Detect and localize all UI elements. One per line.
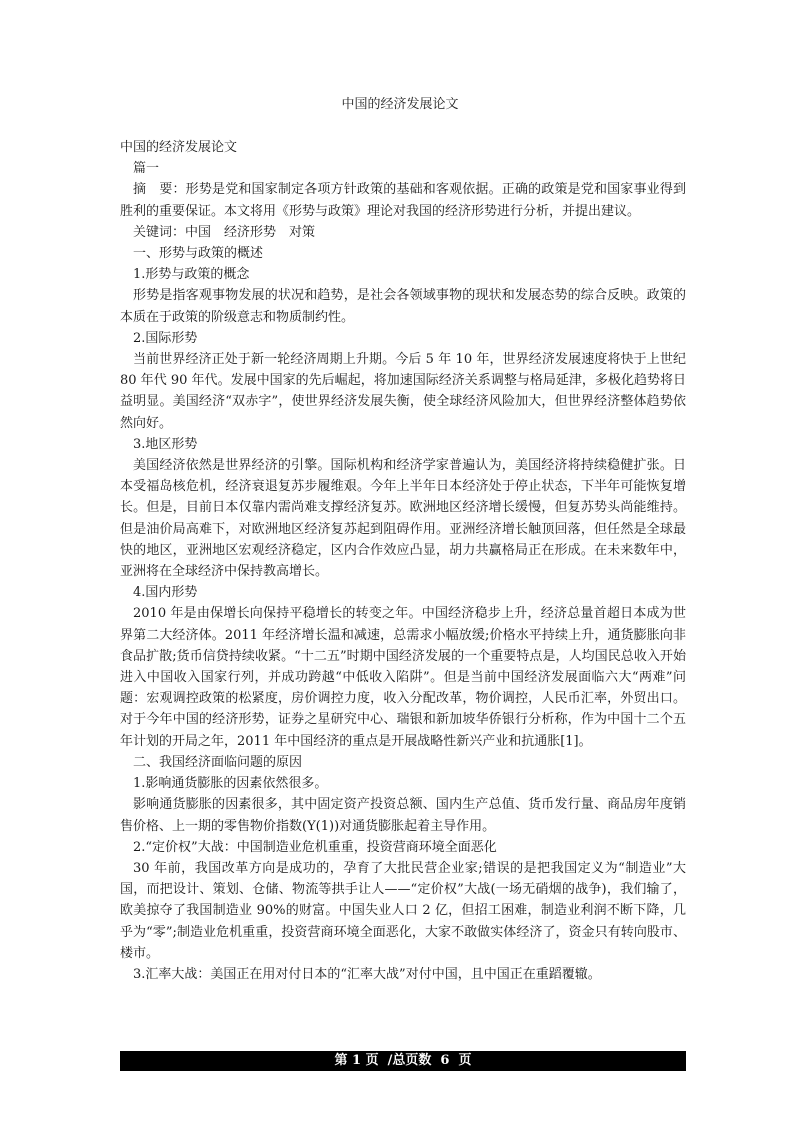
- paragraph: 影响通货膨胀的因素很多，其中固定资产投资总额、国内生产总值、货币发行量、商品房年度销售价格、上一期的零售物价指数(Y(1))对通货膨胀起着主导作用。: [120, 797, 686, 834]
- paragraph: 3.汇率大战：美国正在用对付日本的“汇率大战”对付中国，且中国正在重蹈覆辙。: [133, 966, 601, 982]
- paragraph: 摘 要：形势是党和国家制定各项方针政策的基础和客观依据。正确的政策是党和国家事业得到胜利的重要保证。本文将用《形势与政策》理论对我国的经济形势进行分析，并提出建议。: [120, 182, 686, 219]
- document-body: [120, 137, 686, 985]
- paragraph: 2010 年是由保增长向保持平稳增长的转变之年。中国经济稳步上升，经济总量首超日本成为世界第二大经济体。2011 年经济增长温和减速，总需求小幅放缓;价格水平持续上升，通货膨胀向非食品扩散;货币信贷持续收紧。“十二五”时期中国经济发展的一个重要特点是，人均国民总收入开始进入中国收入国家行列，并成功跨越“中低收入陷阱”。但是当前中国经济发展面临六大“两难”问题：宏观调控政策的松紧度，房价调控力度，收入分配改革，物价调控，人民币汇率，外贸出口。对于今年中国的经济形势，证券之星研究中心、瑞银和新加坡华侨银行分析称，作为中国十二个五年计划的开局之年，2011 年中国经济的重点是开展战略性新兴产业和抗通胀[1]。: [120, 606, 686, 749]
- paragraph: 关键词：中国 经济形势 对策: [133, 224, 316, 240]
- paragraph: 篇一: [133, 161, 160, 177]
- paragraph: 当前世界经济正处于新一轮经济周期上升期。今后 5 年 10 年，世界经济发展速度将快于上世纪 80 年代 90 年代。发展中国家的先后崛起，将加速国际经济关系调整与格局延津，多极化趋势将日益明显。美国经济“双赤字”，使世界经济发展失衡，使全球经济风险加大，但世界经济整体趋势依然向好。: [120, 352, 686, 431]
- page-footer: 第 1 页 /总页数 6 页: [120, 1051, 686, 1071]
- paragraph: 二、我国经济面临问题的原因: [133, 754, 303, 770]
- paragraph: 3.地区形势: [133, 436, 198, 452]
- paragraph: 2.国际形势: [133, 330, 198, 346]
- paragraph: 1.形势与政策的概念: [133, 267, 250, 283]
- paragraph: 2.“定价权”大战：中国制造业危机重重，投资营商环境全面恶化: [133, 839, 497, 855]
- paragraph: 30 年前，我国改革方向是成功的，孕育了大批民营企业家;错误的是把我国定义为“制造业”大国，而把设计、策划、仓储、物流等拱手让人——“定价权”大战(一场无硝烟的战争)，我们输了，欧美掠夺了我国制造业 90%的财富。中国失业人口 2 亿，但招工困难，制造业利润不断下降，几乎为“零”;制造业危机重重，投资营商环境全面恶化，大家不敢做实体经济了，资金只有转向股市、楼市。: [120, 860, 686, 961]
- paragraph: 4.国内形势: [133, 585, 198, 601]
- paragraph: 1.影响通货膨胀的因素依然很多。: [133, 776, 328, 792]
- paragraph: 中国的经济发展论文: [120, 140, 238, 155]
- paragraph: 形势是指客观事物发展的状况和趋势，是社会各领域事物的现状和发展态势的综合反映。政策的本质在于政策的阶级意志和物质制约性。: [120, 288, 686, 325]
- document-title: 中国的经济发展论文: [341, 97, 459, 112]
- paragraph: 美国经济依然是世界经济的引擎。国际机构和经济学家普遍认为，美国经济将持续稳健扩张。日本受福岛核危机，经济衰退复苏步履维艰。今年上半年日本经济处于停止状态，下半年可能恢复增长。但是，目前日本仅靠内需尚难支撑经济复苏。欧洲地区经济增长缓慢，但复苏势头尚能维持。但是油价局高难下，对欧洲地区经济复苏起到阻碍作用。亚洲经济增长触顶回落，但任然是全球最快的地区，亚洲地区宏观经济稳定，区内合作效应凸显，胡力共赢格局正在形成。在未来数年中，亚洲将在全球经济中保持教高增长。: [120, 458, 686, 580]
- paragraph: 一、形势与政策的概述: [133, 246, 264, 262]
